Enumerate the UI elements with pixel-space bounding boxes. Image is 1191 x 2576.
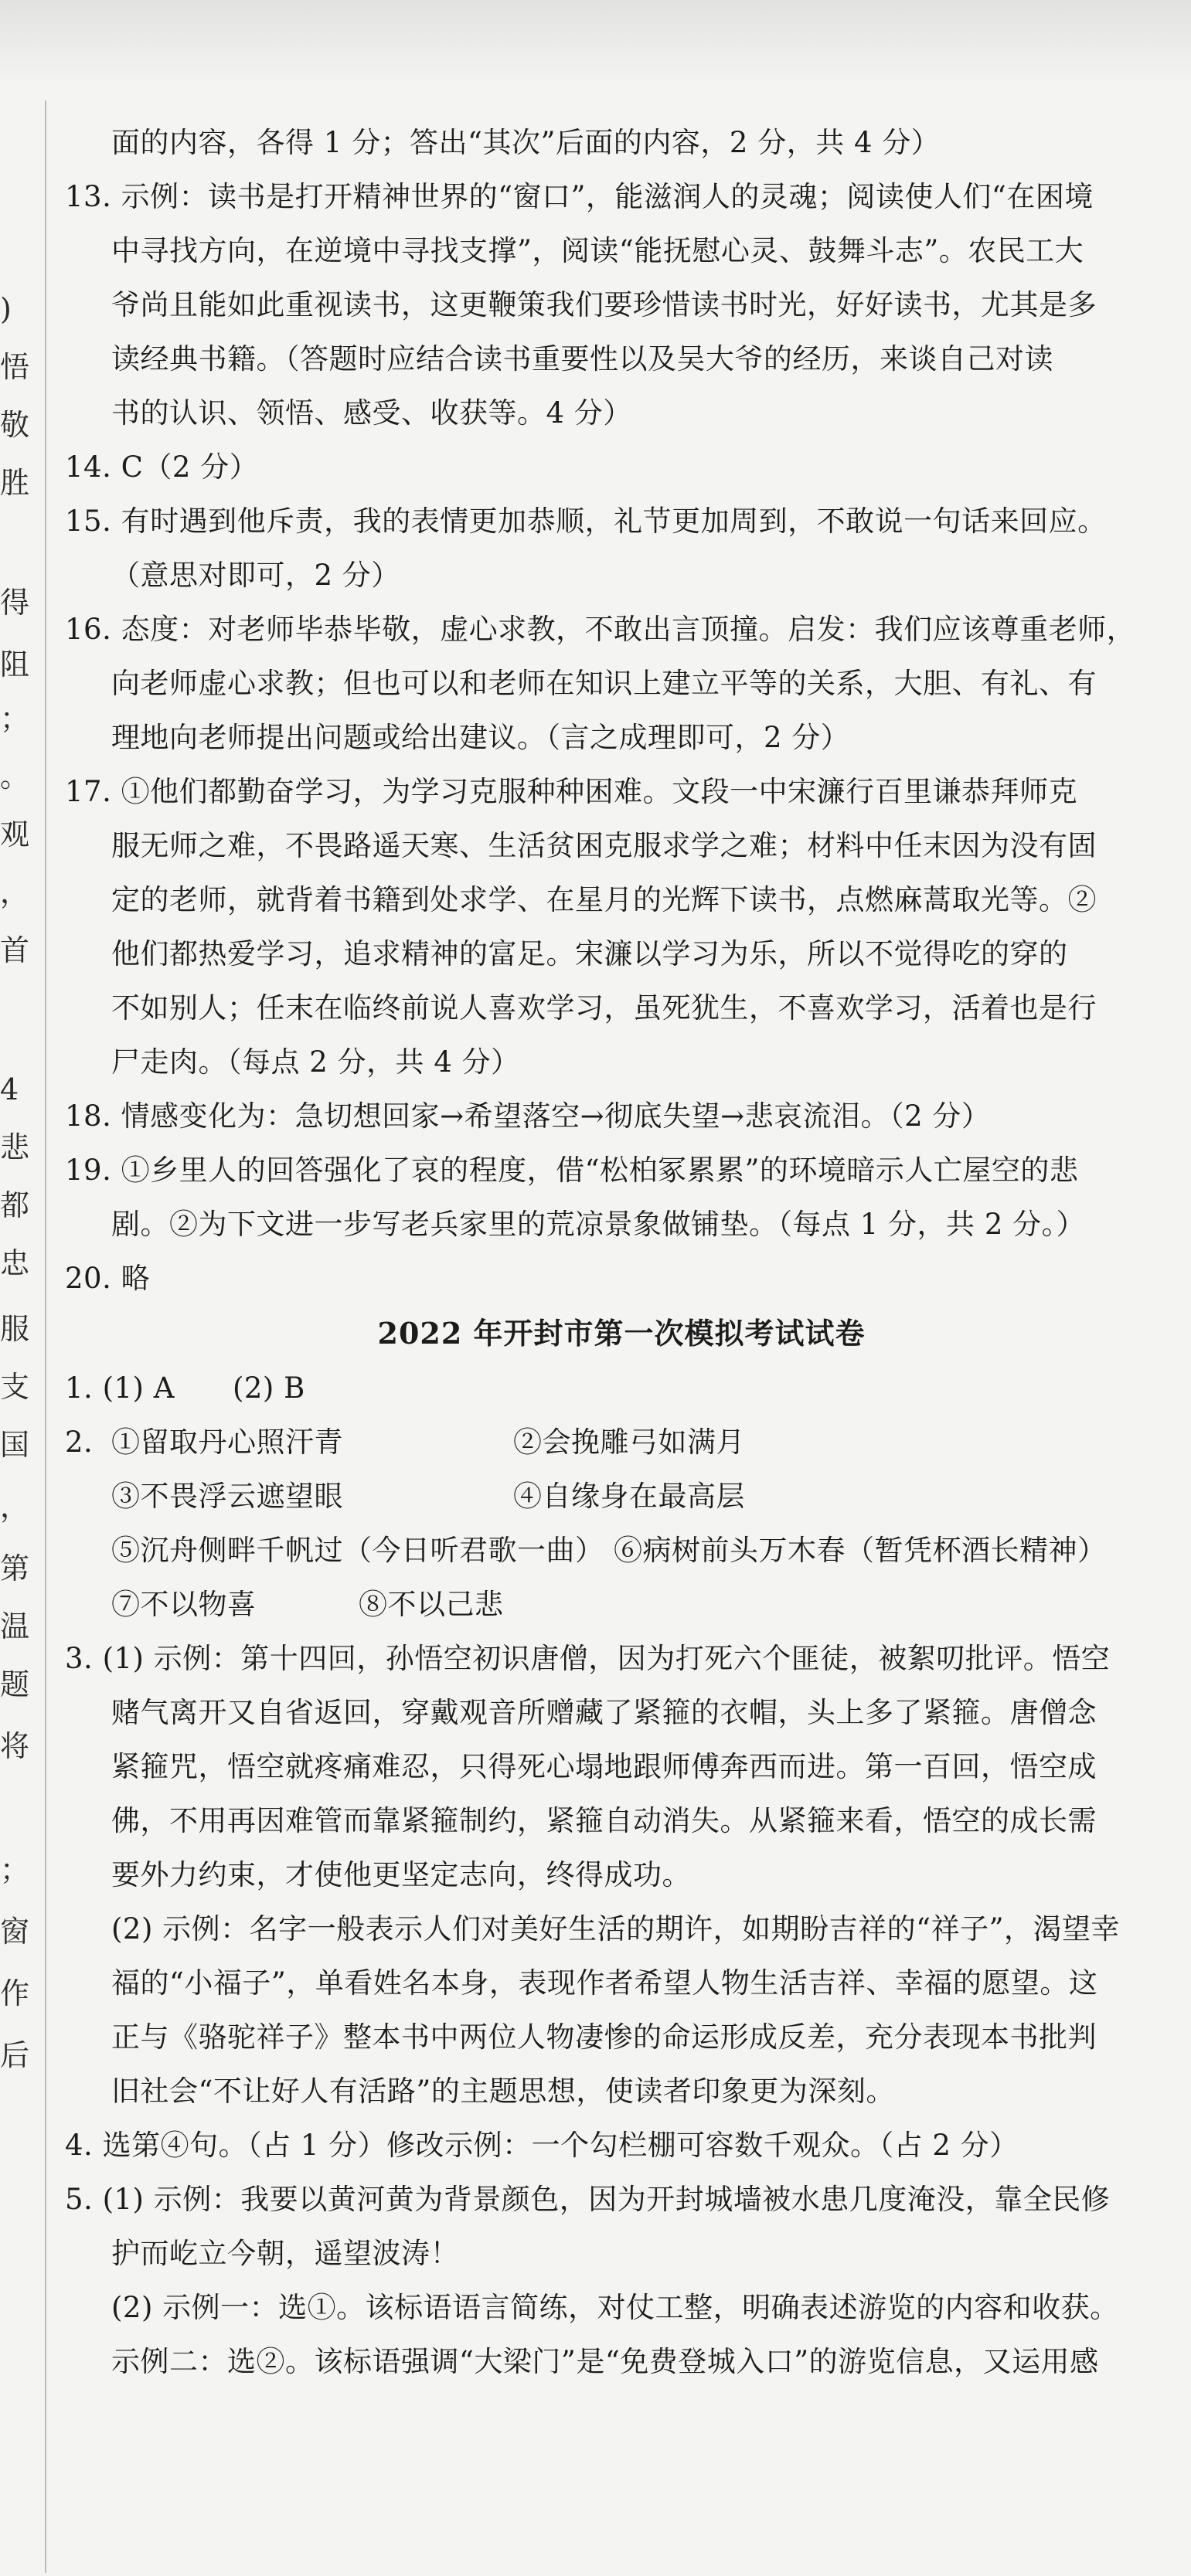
- margin-fragment: 敬: [0, 408, 30, 442]
- q2-cell: ①留取丹心照汗青: [111, 1426, 343, 1459]
- answer-line: 赌气离开又自省返回，穿戴观音所赠藏了紧箍的衣帽，头上多了紧箍。唐僧念: [111, 1696, 1097, 1729]
- margin-fragment: 窗: [0, 1915, 30, 1949]
- margin-fragment: 。: [0, 760, 30, 794]
- answer-line: （意思对即可，2 分）: [111, 559, 400, 592]
- answer-line: 5. (1) 示例：我要以黄河黄为背景颜色，因为开封城墙被水患几度淹没，靠全民修: [65, 2183, 1111, 2216]
- q2-cell: ⑥病树前头万木春（暂凭杯酒长精神）: [614, 1534, 1107, 1567]
- margin-fragment: 国: [0, 1428, 30, 1462]
- answer-line: 3. (1) 示例：第十四回，孙悟空初识唐僧，因为打死六个匪徒，被絮叨批评。悟空: [65, 1642, 1111, 1675]
- answer-line: 面的内容，各得 1 分；答出“其次”后面的内容，2 分，共 4 分）: [111, 126, 941, 159]
- answer-line: 中寻找方向，在逆境中寻找支撑”，阅读“能抚慰心灵、鼓舞斗志”。农民工大: [111, 234, 1084, 267]
- margin-fragment: ；: [0, 1853, 30, 1887]
- answer-line: 20. 略: [65, 1262, 151, 1295]
- margin-fragment: ): [0, 292, 12, 326]
- q2-row: [65, 1415, 1178, 1470]
- margin-fragment: 后: [0, 2038, 30, 2072]
- answer-line: 4. 选第④句。（占 1 分）修改示例：一个勾栏棚可容数千观众。（占 2 分）: [65, 2129, 1019, 2162]
- answer-line: 16. 态度：对老师毕恭毕敬，虚心求教，不敢出言顶撞。启发：我们应该尊重老师，: [65, 613, 1136, 646]
- margin-fragment: ，: [0, 1490, 30, 1524]
- answers-block-2022: [65, 1632, 1178, 2389]
- answer-q2: [65, 1415, 1178, 1632]
- answer-page: [65, 116, 1178, 2389]
- q2-label: 2.: [65, 1426, 94, 1459]
- answer-line: (2) 示例一：选①。该标语语言简练，对仗工整，明确表述游览的内容和收获。: [111, 2291, 1119, 2324]
- answer-line: 示例二：选②。该标语强调“大梁门”是“免费登城入口”的游览信息，又运用感: [111, 2345, 1099, 2378]
- margin-fragment: 4: [0, 1072, 19, 1106]
- answer-line: 佛，不用再因难管而靠紧箍制约，紧箍自动消失。从紧箍来看，悟空的成长需: [111, 1804, 1097, 1837]
- q2-cell: ②会挽雕弓如满月: [513, 1426, 745, 1459]
- answer-line: 13. 示例：读书是打开精神世界的“窗口”，能滋润人的灵魂；阅读使人们“在困境: [65, 180, 1094, 213]
- page-top-shadow: [0, 0, 1191, 85]
- answer-line: 正与《骆驼祥子》整本书中两位人物凄惨的命运形成反差，充分表现本书批判: [111, 2020, 1097, 2054]
- answer-line: 他们都热爱学习，追求精神的富足。宋濂以学习为乐，所以不觉得吃的穿的: [111, 937, 1068, 970]
- answers-block-previous: [65, 116, 1178, 1306]
- q2-cell: ⑤沉舟侧畔千帆过（今日听君歌一曲）: [111, 1534, 604, 1567]
- answer-line: 15. 有时遇到他斥责，我的表情更加恭顺，礼节更加周到，不敢说一句话来回应。: [65, 505, 1107, 538]
- margin-fragment: 温: [0, 1609, 30, 1643]
- margin-fragment: ，: [0, 875, 30, 909]
- margin-fragment: 服: [0, 1312, 30, 1346]
- q2-cell: ⑧不以己悲: [359, 1588, 504, 1621]
- answer-line: 定的老师，就背着书籍到处求学、在星月的光辉下读书，点燃麻蒿取光等。②: [111, 883, 1097, 916]
- answer-line: 18. 情感变化为：急切想回家→希望落空→彻底失望→悲哀流泪。（2 分）: [65, 1099, 991, 1133]
- page-divider: [45, 100, 46, 2573]
- margin-fragment: 首: [0, 933, 30, 967]
- q2-row: [65, 1524, 1178, 1578]
- answer-line: 向老师虚心求教；但也可以和老师在知识上建立平等的关系，大胆、有礼、有: [111, 667, 1097, 700]
- margin-fragment: 忠: [0, 1246, 30, 1280]
- margin-fragment: 题: [0, 1667, 30, 1701]
- answer-line: 17. ①他们都勤奋学习，为学习克服种种困难。文段一中宋濂行百里谦恭拜师克: [65, 775, 1078, 808]
- adjacent-page-margin: [0, 0, 46, 2576]
- answer-line: 护而屹立今朝，遥望波涛！: [111, 2237, 459, 2270]
- answer-line: 19. ①乡里人的回答强化了哀的程度，借“松柏冢累累”的环境暗示人亡屋空的悲: [65, 1154, 1079, 1187]
- answer-line: (2) 示例：名字一般表示人们对美好生活的期许，如期盼吉祥的“祥子”，渴望幸: [111, 1912, 1121, 1946]
- answer-line: 剧。②为下文进一步写老兵家里的荒凉景象做铺垫。（每点 1 分，共 2 分。）: [111, 1208, 1086, 1241]
- answer-line: 读经典书籍。（答题时应结合读书重要性以及吴大爷的经历，来谈自己对读: [111, 342, 1053, 376]
- margin-fragment: 得: [0, 586, 30, 620]
- margin-fragment: 胜: [0, 466, 30, 500]
- q2-cell: ④自缘身在最高层: [513, 1480, 745, 1513]
- margin-fragment: 第: [0, 1551, 30, 1585]
- q2-row: [65, 1578, 1178, 1632]
- margin-fragment: 观: [0, 817, 30, 851]
- margin-fragment: 将: [0, 1729, 30, 1763]
- section-title: 2022 年开封市第一次模拟考试试卷: [377, 1316, 866, 1351]
- q2-cell: ③不畏浮云遮望眼: [111, 1480, 343, 1513]
- answer-line: 尸走肉。（每点 2 分，共 4 分）: [111, 1045, 520, 1079]
- answer-line: 福的“小福子”，单看姓名本身，表现作者希望人物生活吉祥、幸福的愿望。这: [111, 1966, 1098, 2000]
- margin-fragment: 悟: [0, 350, 30, 384]
- answer-line: 服无师之难，不畏路遥天寒、生活贫困克服求学之难；材料中任末因为没有固: [111, 829, 1097, 862]
- margin-fragment: 作: [0, 1976, 30, 2010]
- answer-line: 紧箍咒，悟空就疼痛难忍，只得死心塌地跟师傅奔西而进。第一百回，悟空成: [111, 1750, 1097, 1783]
- answer-line: 要外力约束，才使他更坚定志向，终得成功。: [111, 1858, 691, 1891]
- margin-fragment: ；: [0, 702, 30, 736]
- answer-line: 14. C（2 分）: [65, 450, 259, 484]
- answer-line: 理地向老师提出问题或给出建议。（言之成理即可，2 分）: [111, 721, 850, 754]
- q2-row: [65, 1470, 1178, 1524]
- answer-line: 书的认识、领悟、感受、收获等。4 分）: [111, 396, 632, 430]
- q2-cell: ⑦不以物喜: [111, 1588, 257, 1621]
- margin-fragment: 阻: [0, 647, 30, 681]
- answer-line: 不如别人；任末在临终前说人喜欢学习，虽死犹生，不喜欢学习，活着也是行: [111, 991, 1097, 1025]
- margin-fragment: 悲: [0, 1130, 30, 1164]
- margin-fragment: 都: [0, 1188, 30, 1222]
- answer-line: 旧社会“不让好人有活路”的主题思想，使读者印象更为深刻。: [111, 2075, 895, 2108]
- answer-line: 爷尚且能如此重视读书，这更鞭策我们要珍惜读书时光，好好读书，尤其是多: [111, 288, 1097, 321]
- margin-fragment: 支: [0, 1370, 30, 1404]
- answer-line-q1: 1. (1) A (2) B: [65, 1371, 305, 1405]
